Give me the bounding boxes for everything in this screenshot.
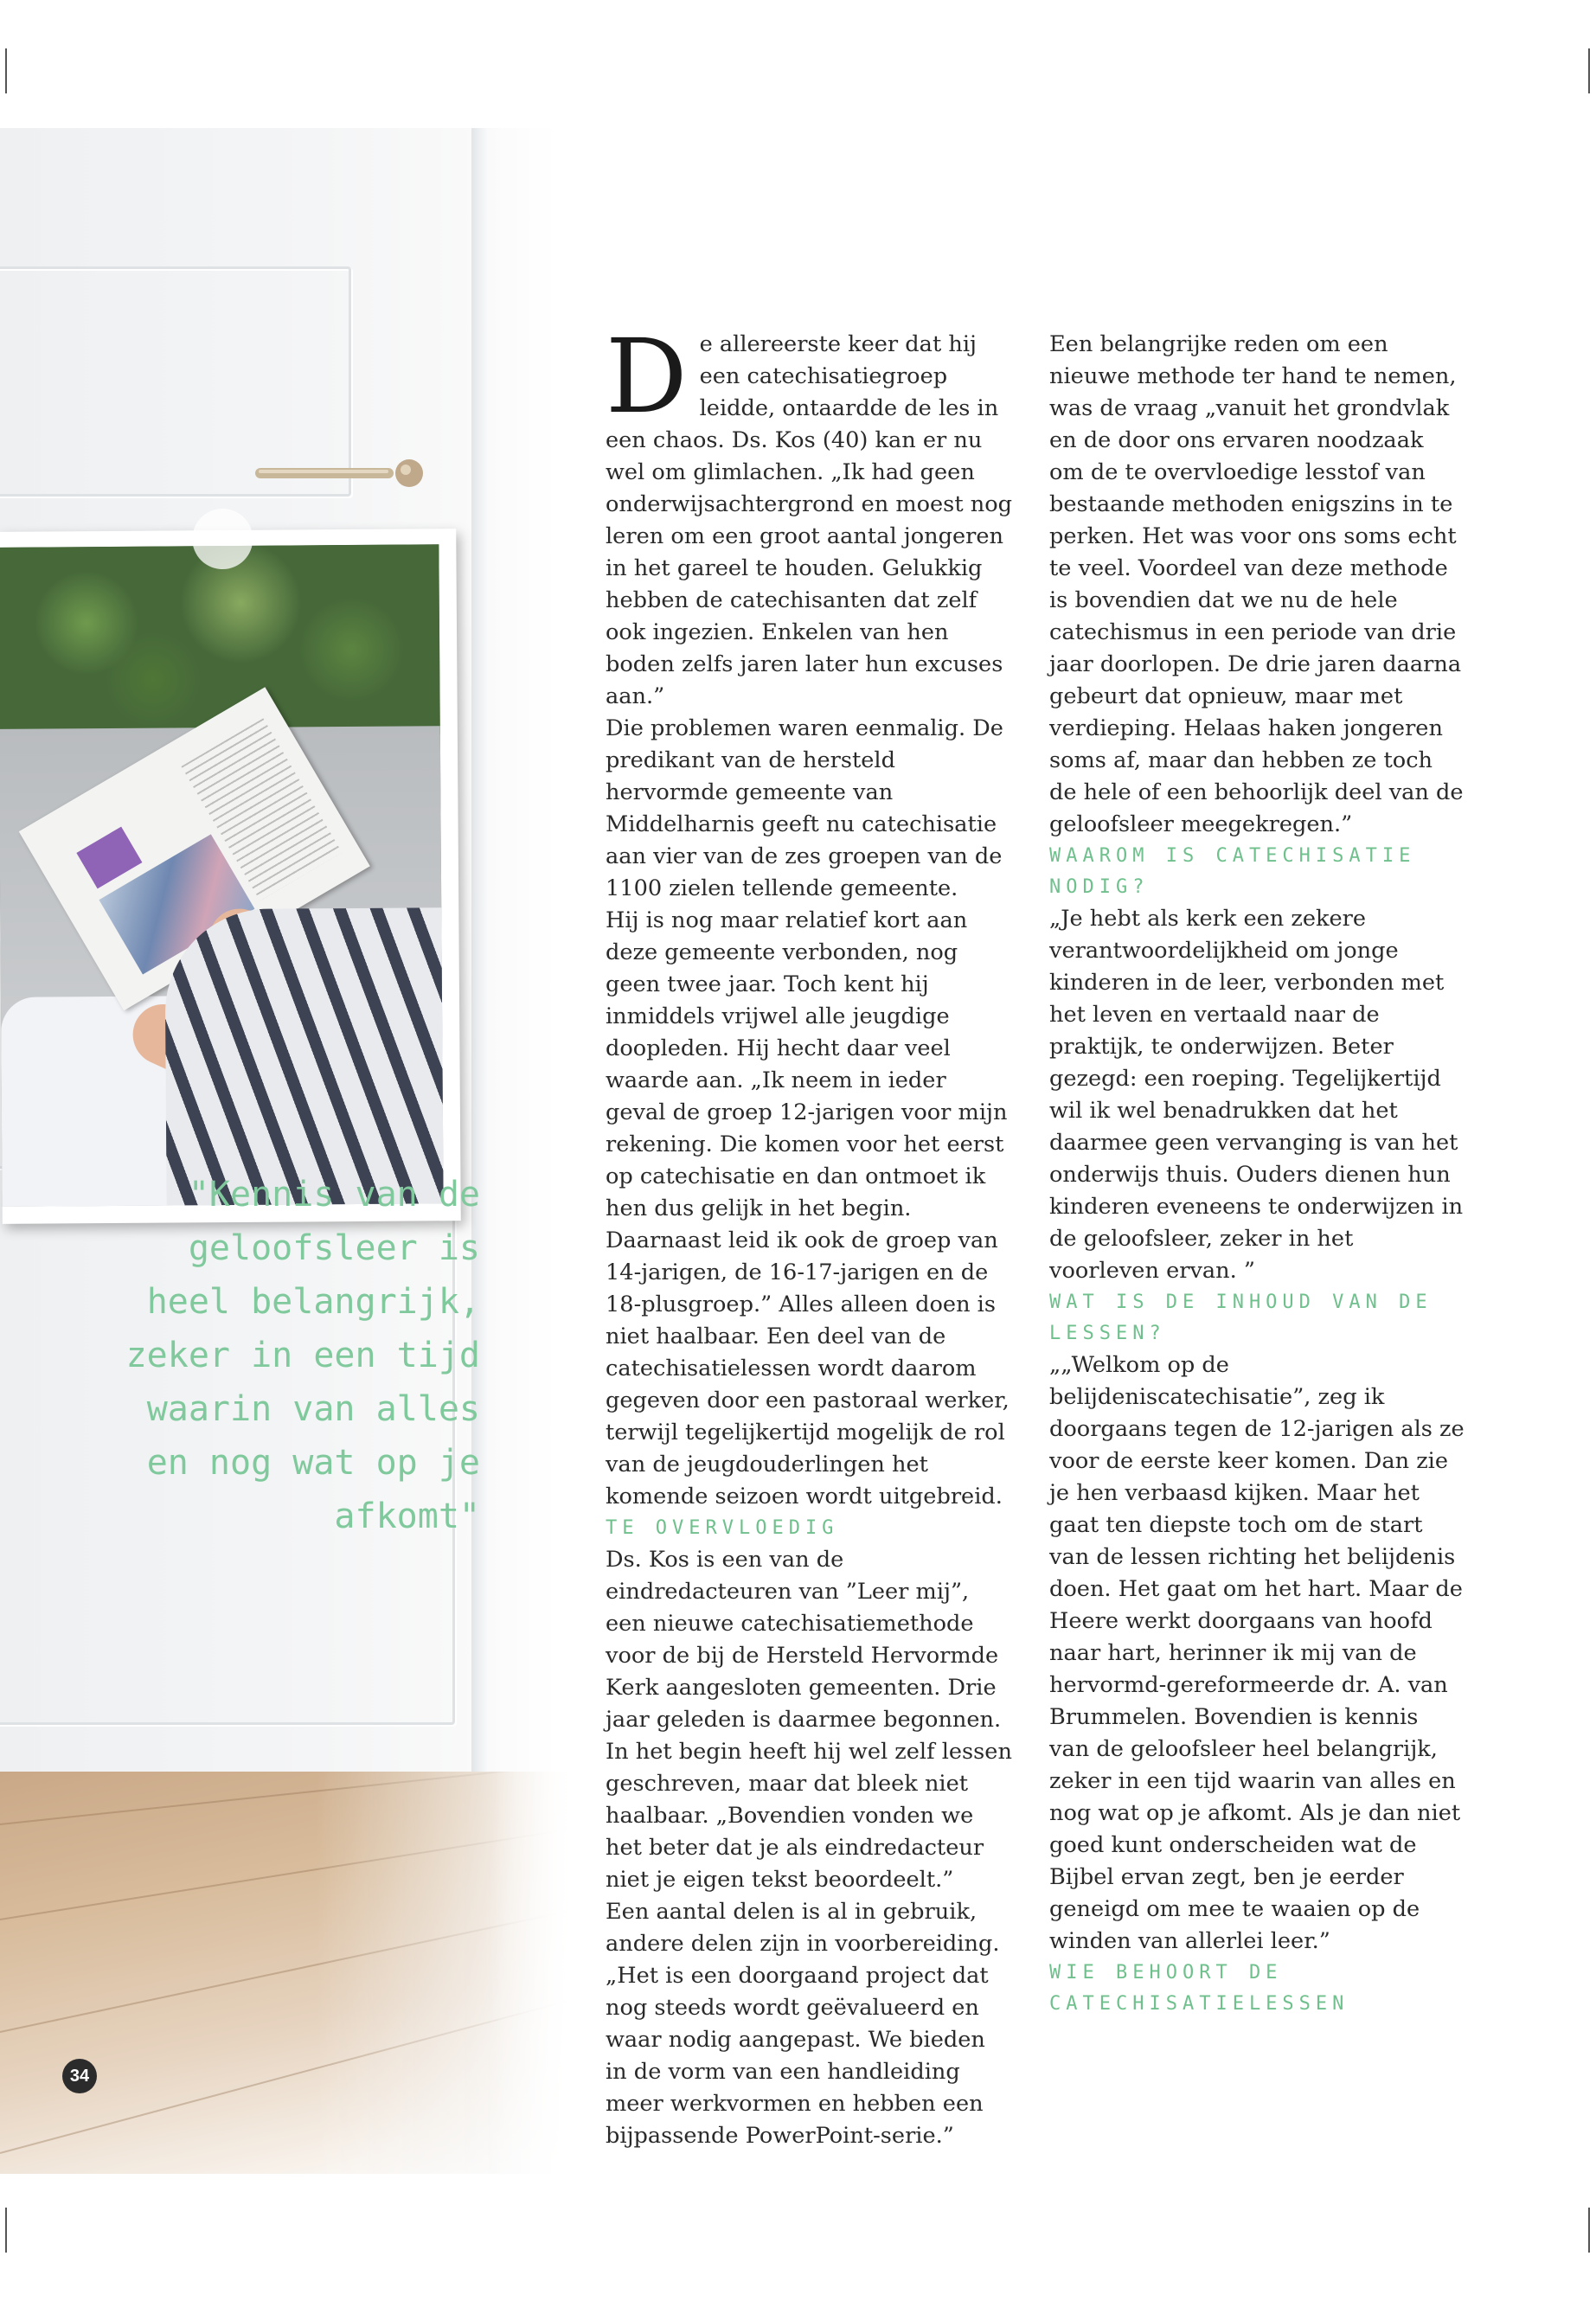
inset-photo-frame [0,529,461,1224]
crop-mark-top-left [5,48,7,93]
paragraph: „„Welkom op de belijdeniscatechisatie”, zeg ik doorgaans tegen de 12-jarigen als ze voor de eerste keer komen. Dan zie je hen verbaasd kijken. Maar het gaat ten diepste toch om de start van de lessen richting het belijdenis doen. Het gaat om het hart. Maar de Heere werkt doorgaans van hoofd naar hart, herinner ik mij van de hervormd-gereformeerde dr. A. van Brummelen. Bovendien is kennis van de geloofsleer heel belangrijk, zeker in een tijd waarin van alles en nog wat op je afkomt. Als je dan niet goed kunt onderscheiden wat de Bijbel ervan zegt, ben je eerder geneigd om mee te waaien op de winden van allerlei leer.” [1049,1352,1465,1954]
photo-fade [484,128,575,2174]
section-heading: WAAROM IS CATECHISATIE NODIG? [1049,845,1416,898]
section-heading: WIE BEHOORT DE CATECHISATIELESSEN [1049,1962,1349,2015]
section-heading: WAT IS DE INHOUD VAN DE LESSEN? [1049,1292,1433,1344]
article-column-1 [606,317,1013,2152]
hedge [0,544,440,738]
paragraph: Een belangrijke reden om een nieuwe methode ter hand te nemen, was de vraag „vanuit het grondvlak en de door ons ervaren noodzaak om de te overvloedige lesstof van bestaande methoden enigszins in te perken. Het was voor ons soms echt te veel. Voordeel van deze methode is bovendien dat we nu de hele catechismus in een periode van drie jaar doorlopen. De drie jaren daarna gebeurt dat opnieuw, maar met verdieping. Helaas haken jongeren soms af, maar dan hebben ze toch de hele of een behoorlijk deel van de geloofsleer meegekregen.” [1049,331,1464,837]
door-photo [0,128,575,2174]
paragraph: Die problemen waren eenmalig. De predikant van de hersteld hervormde gemeente van Middelharnis geeft nu catechisatie aan vier van de zes groepen van de 1100 zielen tellende gemeente. [606,715,1003,901]
section-heading: TE OVERVLOEDIG [606,1517,839,1539]
pull-quote: "Kennis van de geloofsleer is heel belangrijk, zeker in een tijd waarin van alles en nog wat op je afkomt" [125,1175,480,1536]
paragraph: Hij is nog maar relatief kort aan deze gemeente verbonden, nog geen twee jaar. Toch kent hij inmiddels vrijwel alle jeugdige doopleden. Hij hecht daar veel waarde aan. „Ik neem in ieder geval de groep 12-jarigen voor mijn rekening. Die komen voor het eerst op catechisatie en dan ontmoet ik hen dus gelijk in het begin. Daarnaast leid ik ook de groep van 14-jarigen, de 16-17-jarigen en de 18-plusgroep.” Alles alleen doen is niet haalbaar. Een deel van de catechisatielessen wordt daarom gegeven door een pastoraal werker, terwijl tegelijkertijd mogelijk de rol van de jeugdouderlingen het komende seizoen wordt uitgebreid. [606,907,1010,1509]
crop-mark-bottom-right [1588,2208,1590,2253]
paragraph: Ds. Kos is een van de eindredacteuren van ”Leer mij”, een nieuwe catechisatiemethode voor de bij de Hersteld Hervormde Kerk aangesloten gemeenten. Drie jaar geleden is daarmee begonnen. In het begin heeft hij wel zelf lessen geschreven, maar dat bleek niet haalbaar. „Bovendien vonden we het beter dat je als eindredacteur niet je eigen tekst beoordeelt.” [606,1547,1012,1893]
photo-pin [192,509,253,569]
paragraph: „Je hebt als kerk een zekere verantwoordelijkheid om jonge kinderen in de leer, verbonden met het leven en vertaald naar de praktijk, te onderwijzen. Beter gezegd: een roeping. Tegelijkertijd wil ik wel benadrukken dat het daarmee geen vervanging is van het onderwijs thuis. Ouders dienen hun kinderen eveneens te onderwijzen in de geloofsleer, zeker in het voorleven ervan. ” [1049,906,1464,1284]
inset-photo [0,544,444,1207]
crop-mark-bottom-left [5,2208,7,2253]
crop-mark-top-right [1588,48,1590,93]
page-number: 34 [62,2059,97,2093]
article-intro [606,317,1013,713]
article-column-2 [1049,329,1465,2020]
striped-sweater [164,907,443,1207]
paragraph: Een aantal delen is al in gebruik, andere delen zijn in voorbereiding. „Het is een doorgaand project dat nog steeds wordt geëvalueerd en waar nodig aangepast. We bieden in de vorm van een handleiding meer werkvormen en hebben een bijpassende PowerPoint-serie.” [606,1899,1000,2149]
drop-cap: D [606,317,688,436]
intro-text: e allereerste keer dat hij een catechisatiegroep leidde, ontaardde de les in een chaos. Ds. Kos (40) kan er nu wel om glimlachen. „Ik had geen onderwijsachtergrond en moest nog leren om een groot aantal jongeren in het gareel te houden. Gelukkig hebben de catechisanten dat zelf ook ingezien. Enkelen van hen boden zelfs jaren later hun excuses aan.” [606,331,1013,709]
door-handle [255,458,428,488]
